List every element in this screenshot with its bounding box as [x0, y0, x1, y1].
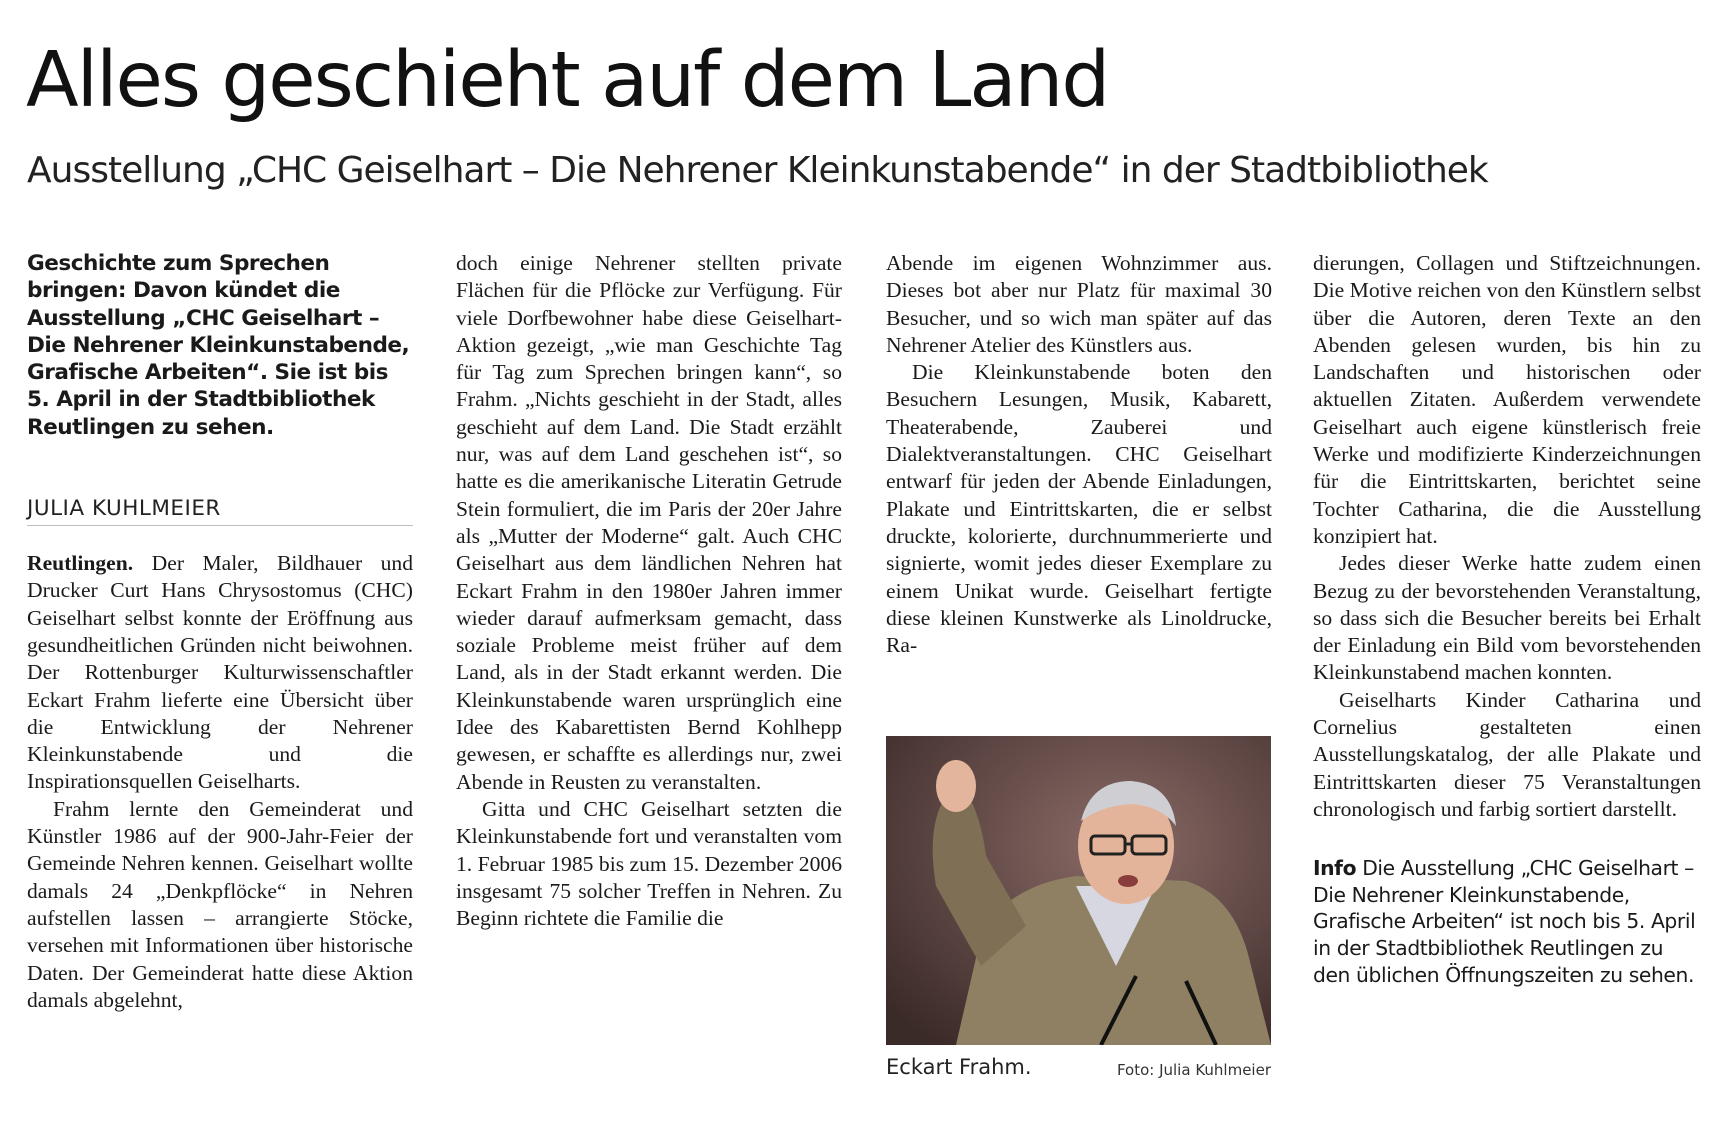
photo-credit: Foto: Julia Kuhlmeier	[1116, 1061, 1271, 1079]
body-paragraph-4: Gitta und CHC Geiselhart setzten die Kleinkunstabende fort und veranstalten vom 1. Februar 1985 bis zum 15. Dezember 2006 insgesamt 75 solcher Treffen in Nehren. Zu Beginn richtete die Familie die	[456, 796, 842, 931]
caption-text: Eckart Frahm.	[886, 1055, 1032, 1079]
column-2	[456, 250, 842, 932]
paragraph-text: Der Maler, Bildhauer und Drucker Curt Hans Chrysostomus (CHC) Geiselhart selbst konnte der Eröffnung aus gesundheitlichen Gründen nicht beiwohnen. Der Rottenburger Kulturwissenschaftler Eckart Frahm lieferte eine Übersicht über die Entwicklung der Nehrener Kleinkunstabende und die Inspirationsquellen Geiselharts.	[27, 551, 413, 794]
body-paragraph-5: Abende im eigenen Wohnzimmer aus. Dieses bot aber nur Platz für maximal 30 Besucher, und so wich man später auf das Nehrener Atelier des Künstlers aus.	[886, 251, 1272, 357]
headline: Alles geschieht auf dem Land	[26, 36, 1109, 125]
body-paragraph-1	[27, 550, 413, 796]
column-4	[1313, 250, 1701, 988]
info-label: Info	[1313, 856, 1357, 881]
photo-caption	[886, 1055, 1271, 1079]
author-byline: JULIA KUHLMEIER	[27, 496, 413, 526]
dateline: Reutlingen.	[27, 551, 134, 576]
portrait-illustration	[886, 736, 1271, 1045]
info-text: Die Ausstellung „CHC Geiselhart – Die Nehrener Kleinkunstabende, Grafische Arbeiten“ ist noch bis 5. April in der Stadtbibliothek Reutlingen zu den üblichen Öffnungszeiten zu sehen.	[1313, 856, 1696, 987]
lead-paragraph: Geschichte zum Sprechen bringen: Davon kündet die Ausstellung „CHC Geiselhart – Die Nehrener Kleinkunstabende, Grafische Arbeiten“. Sie ist bis 5. April in der Stadtbibliothek Reutlingen zu sehen.	[27, 251, 410, 440]
column-3	[886, 250, 1272, 659]
body-paragraph-2: Frahm lernte den Gemeinderat und Künstler 1986 auf der 900-Jahr-Feier der Gemeinde Nehren kennen. Geiselhart wollte damals 24 „Denkpflöcke“ in Nehren aufstellen lassen – arrangierte Stöcke, versehen mit Informationen über historische Daten. Der Gemeinderat hatte diese Aktion damals abgelehnt,	[27, 796, 413, 1012]
body-paragraph-7: dierungen, Collagen und Stiftzeichnungen. Die Motive reichen von den Künstlern selbst über die Autoren, deren Texte an den Abenden gelesen wurden, bis hin zu Landschaften und historischen oder aktuellen Zitaten. Außerdem verwendete Geiselhart auch eigene künstlerisch freie Werke und modifizierte Kinderzeichnungen für die Eintrittskarten, berichtet seine Tochter Catharina, die die Ausstellung konzipiert hat.	[1313, 251, 1701, 548]
body-paragraph-3: doch einige Nehrener stellten private Flächen für die Pflöcke zur Verfügung. Für viele Dorfbewohner habe diese Geiselhart-Aktion gezeigt, „wie man Geschichte Tag für Tag zum Sprechen bringen kann“, so Frahm. „Nichts geschieht in der Stadt, alles geschieht auf dem Land. Die Stadt erzählt nur, was auf dem Land geschehen ist“, so hatte es die amerikanische Literatin Getrude Stein formuliert, die im Paris der 20er Jahre als „Mutter der Moderne“ galt. Auch CHC Geiselhart aus dem ländlichen Nehren hat Eckart Frahm in den 1980er Jahren immer wieder darauf aufmerksam gemacht, dass soziale Probleme meist früher auf dem Land, als in der Stadt erkannt werden. Die Kleinkunstabende waren ursprünglich eine Idee des Kabarettisten Bernd Kohlhepp gewesen, er schaffte es allerdings nur, zwei Abende in Reusten zu veranstalten.	[456, 251, 842, 794]
body-paragraph-9: Geiselharts Kinder Catharina und Cornelius gestalteten einen Ausstellungskatalog, der alle Plakate und Eintrittskarten dieser 75 Veranstaltungen chronologisch und farbig sortiert darstellt.	[1313, 687, 1701, 821]
photo-eckart-frahm	[886, 736, 1271, 1045]
body-paragraph-8: Jedes dieser Werke hatte zudem einen Bezug zu der bevorstehenden Veranstaltung, so dass sich die Besucher bereits bei Erhalt der Einladung ein Bild vom bevorstehenden Kleinkunstabend machen konnten.	[1313, 551, 1701, 685]
column-1	[27, 250, 413, 1014]
body-paragraph-6: Die Kleinkunstabende boten den Besuchern Lesungen, Musik, Kabarett, Theaterabende, Zauberei und Dialektveranstaltungen. CHC Geiselhart entwarf für jeden der Abende Einladungen, Plakate und Eintrittskarten, die er selbst druckte, kolorierte, durchnummerierte und signierte, womit jedes dieser Exemplare zu einem Unikat wurde. Geiselhart fertigte diese kleinen Kunstwerke als Linoldrucke, Ra-	[886, 360, 1272, 658]
subheadline: Ausstellung „CHC Geiselhart – Die Nehrener Kleinkunstabende“ in der Stadtbibliothek	[27, 150, 1488, 191]
info-box	[1313, 855, 1701, 988]
